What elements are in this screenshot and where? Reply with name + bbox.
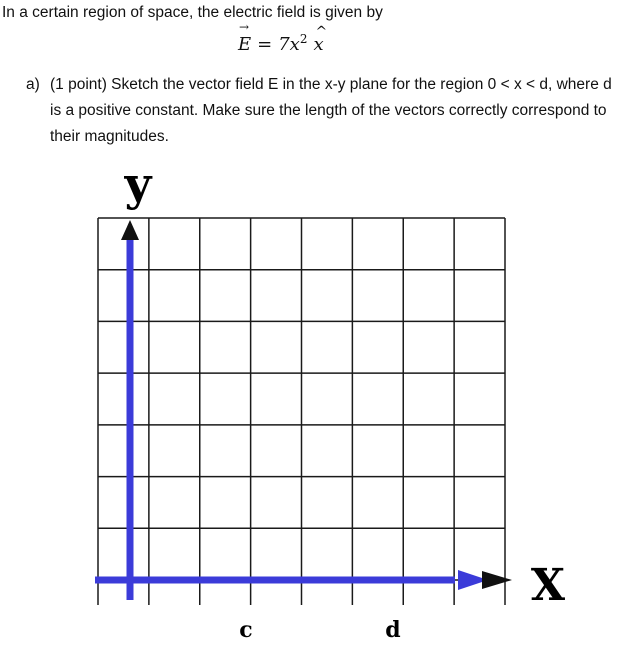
tick-label-d: d (385, 617, 401, 643)
part-a-label: a) (26, 76, 40, 93)
problem-intro: In a certain region of space, the electric field is given by (2, 4, 383, 21)
unit-vector-x: ^ x (313, 34, 323, 55)
x-axis-arrowhead-icon (482, 571, 512, 589)
y-axis-label: y (124, 157, 152, 211)
equation-exponent: 2 (299, 32, 308, 46)
field-vector-symbol: → E (238, 34, 251, 55)
grid (98, 218, 505, 605)
part-a-text: (1 point) Sketch the vector field E in the x-y plane for the region 0 < x < d, where d is a positive constant. Make sure the length of the vectors correctly correspond to their magnitudes. (50, 76, 612, 145)
equation-coefficient: $7x^2$ (278, 32, 308, 55)
equals-sign: = (257, 34, 273, 55)
y-axis-arrowhead-icon (121, 220, 139, 240)
tick-label-c: c (239, 617, 253, 643)
x-axis-label: X (530, 560, 566, 611)
